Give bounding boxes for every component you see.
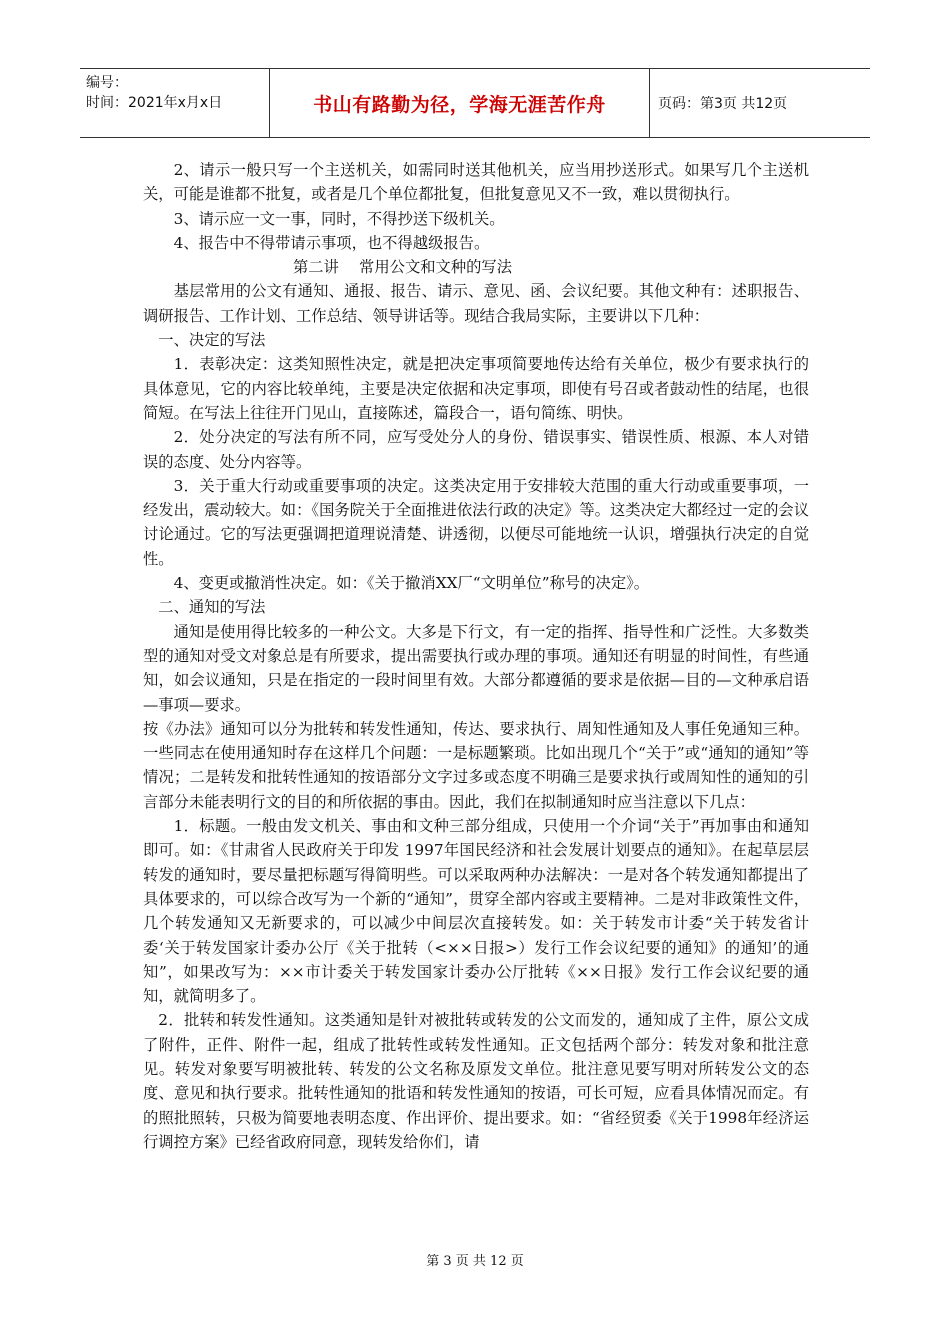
header-motto: 书山有路勤为径，学海无涯苦作舟 xyxy=(270,69,650,137)
paragraph: 3、请示应一文一事，同时，不得抄送下级机关。 xyxy=(173,209,505,228)
page-footer: 第 3 页 共 12 页 xyxy=(426,1254,524,1269)
paragraph: 2、请示一般只写一个主送机关，如需同时送其他机关，应当用抄送形式。如果写几个主送机关，可能是谁都不批复，或者是几个单位都批复，但批复意见又不一致，难以贯彻执行。 xyxy=(143,161,809,204)
header-meta xyxy=(80,69,270,137)
paragraph: 1．标题。一般由发文机关、事由和文种三部分组成，只使用一个介词“关于”再加事由和通知即可。如：《甘肃省人民政府关于印发 1997年国民经济和社会发展计划要点的通知》。在起草层层转发的通知时，要尽量把标题写得简明些。可以采取两种办法解决：一是对各个转发通知都提出了具体要求的，可以综合改写为一个新的“通知”，贯穿全部内容或主要精神。二是对非政策性文件，几个转发通知又无新要求的，可以减少中间层次直接转发。如：关于转发市计委“关于转发省计委‘关于转发国家计委办公厅《关于批转（<××日报>）发行工作会议纪要的通知》的通知’的通知”，如果改写为：××市计委关于转发国家计委办公厅批转《××日报》发行工作会议纪要的通知，就简明多了。 xyxy=(143,817,809,1006)
paragraph: 二、通知的写法 xyxy=(158,598,266,617)
section-heading: 第二讲 常用公文和文种的写法 xyxy=(293,258,513,277)
paragraph: 4、变更或撤消性决定。如：《关于撤消XX厂“文明单位”称号的决定》。 xyxy=(173,574,650,593)
paragraph: 基层常用的公文有通知、通报、报告、请示、意见、函、会议纪要。其他文种有：述职报告、调研报告、工作计划、工作总结、领导讲话等。现结合我局实际，主要讲以下几种： xyxy=(143,282,809,325)
paragraph: 通知是使用得比较多的一种公文。大多是下行文，有一定的指挥、指导性和广泛性。大多数类型的通知对受文对象总是有所要求，提出需要执行或办理的事项。通知还有明显的时间性，有些通知，如会议通知，只是在指定的一段时间里有效。大部分都遵循的要求是依据—目的—文种承启语—事项—要求。 xyxy=(143,622,809,714)
paragraph: 2．处分决定的写法有所不同，应写受处分人的身份、错误事实、错误性质、根源、本人对错误的态度、处分内容等。 xyxy=(143,428,809,471)
document-body xyxy=(143,158,809,1154)
paragraph: 4、报告中不得带请示事项，也不得越级报告。 xyxy=(173,233,490,252)
document-date: 时间：2021年x月x日 xyxy=(86,95,223,111)
paragraph: 1．表彰决定：这类知照性决定，就是把决定事项简要地传达给有关单位，极少有要求执行的具体意见，它的内容比较单纯，主要是决定依据和决定事项，即使有号召或者鼓动性的结尾，也很简短。在写法上往往开门见山，直接陈述，篇段合一，语句简练、明快。 xyxy=(143,355,809,422)
paragraph: 一、决定的写法 xyxy=(158,331,266,350)
paragraph: 2．批转和转发性通知。这类通知是针对被批转或转发的公文而发的，通知成了主件，原公文成了附件，正件、附件一起，组成了批转性或转发性通知。正文包括两个部分：转发对象和批注意见。转发对象要写明被批转、转发的公文名称及原发文单位。批注意见要写明对所转发公文的态度、意见和执行要求。批转性通知的批语和转发性通知的按语，可长可短，应看具体情况而定。有的照批照转，只极为简要地表明态度、作出评价、提出要求。如：“省经贸委《关于1998年经济运行调控方案》已经省政府同意，现转发给你们，请 xyxy=(143,1011,809,1151)
page-header xyxy=(80,68,870,138)
header-page-info: 页码：第3页 共12页 xyxy=(658,96,788,112)
paragraph: 按《办法》通知可以分为批转和转发性通知，传达、要求执行、周知性通知及人事任免通知三种。一些同志在使用通知时存在这样几个问题：一是标题繁琐。比如出现几个“关于”或“通知的通知”等情况；二是转发和批转性通知的按语部分文字过多或态度不明确三是要求执行或周知性的通知的引言部分未能表明行文的目的和所依据的事由。因此，我们在拟制通知时应当注意以下几点： xyxy=(143,719,809,811)
document-number-label: 编号： xyxy=(86,75,128,91)
paragraph: 3．关于重大行动或重要事项的决定。这类决定用于安排较大范围的重大行动或重要事项，一经发出，震动较大。如：《国务院关于全面推进依法行政的决定》等。这类决定大都经过一定的会议讨论通过。它的写法更强调把道理说清楚、讲透彻，以便尽可能地统一认识，增强执行决定的自觉性。 xyxy=(143,476,809,568)
